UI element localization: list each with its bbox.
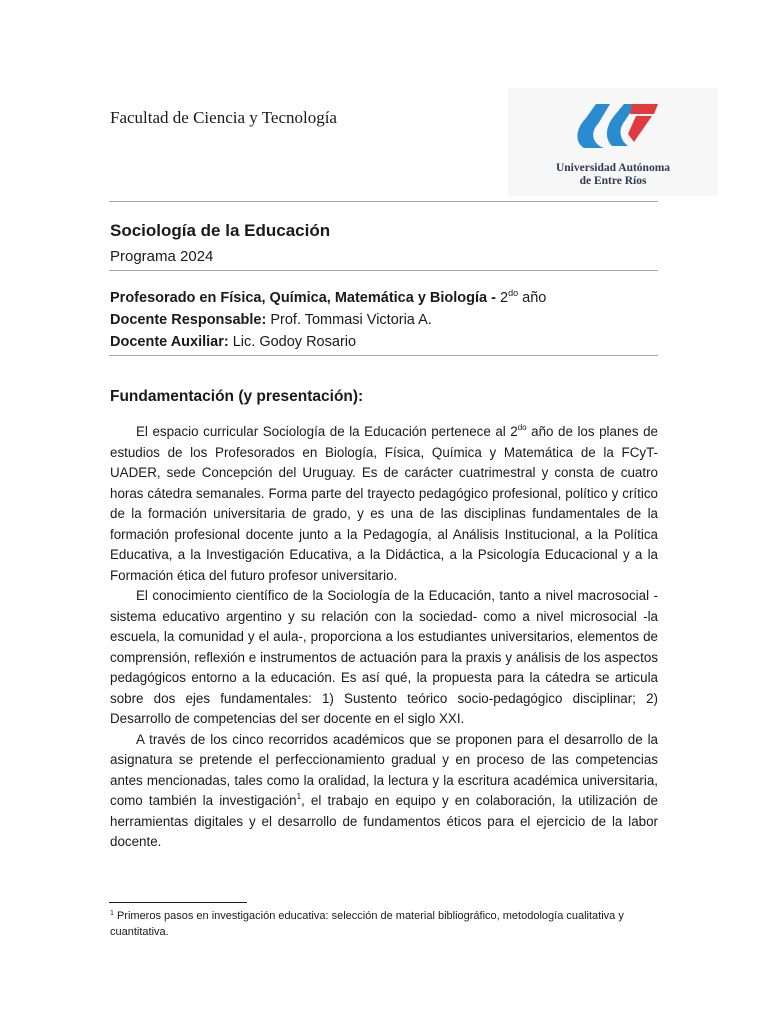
- logo-red-wedge: [628, 116, 652, 142]
- footnote-ref[interactable]: 1: [296, 792, 302, 801]
- paragraph-2: El conocimiento científico de la Sociología de la Educación, tanto a nivel macrosocial -sistema educativo argentino y su relación con la sociedad- como a nivel microsocial -la escuela, la comunidad y el aula-, proporciona a los estudiantes universitarios, elementos de comprensión, reflexión e instrumentos de actuación para la praxis y análisis de los aspectos pedagógicos entorno a la educación. Es así qué, la propuesta para la cátedra se articula sobre dos ejes fundamentales: 1) Sustento teórico socio-pedagógico disciplinar; 2) Desarrollo de competencias del ser docente en el siglo XXI.: [110, 588, 658, 726]
- program-year-sup: do: [508, 288, 519, 298]
- logo-red-bar: [630, 104, 658, 114]
- uader-logo-icon: [574, 102, 658, 154]
- section-body: [110, 422, 658, 853]
- divider-meta: [109, 355, 658, 356]
- divider-title: [109, 270, 658, 271]
- document-subtitle: Programa 2024: [110, 248, 214, 265]
- paragraph-1: [110, 422, 658, 586]
- paragraph-1-b: año de los planes de estudios de los Profesorados en Biología, Física, Química y Matemática de la FCyT-UADER, sede Concepción del Uruguay. Es de carácter cuatrimestral y consta de cuatro horas cátedra semanales. Forma parte del trayecto pedagógico profesional, político y crítico de la formación universitaria de grado, y es una de las disciplinas fundamentales de la formación profesional docente junto a la Pedagogía, al Análisis Institucional, a la Política Educativa, a la Investigación Educativa, a la Didáctica, a la Psicología Educacional y a la Formación ética del futuro profesor universitario.: [110, 424, 658, 583]
- program-line: [110, 290, 546, 306]
- document-title: Sociología de la Educación: [110, 221, 331, 240]
- responsible-label: Docente Responsable:: [110, 312, 267, 328]
- assistant-value: Lic. Godoy Rosario: [228, 334, 357, 350]
- responsible-value: Prof. Tommasi Victoria A.: [266, 312, 432, 328]
- logo-text-line2: de Entre Ríos: [579, 175, 647, 187]
- paragraph-1-sup: do: [517, 423, 527, 432]
- footnote-text: Primeros pasos en investigación educativa: selección de material bibliográfico, metodología cualitativa y cuantitativa.: [110, 910, 624, 938]
- responsible-line: [110, 312, 432, 328]
- assistant-line: [110, 334, 356, 350]
- faculty-name: Facultad de Ciencia y Tecnología: [110, 108, 337, 127]
- footnote: [110, 908, 658, 940]
- footnote-marker: 1: [110, 910, 114, 917]
- logo-blue-arc-left: [577, 104, 610, 148]
- footnote-separator: [109, 902, 247, 903]
- program-year-number: 2: [500, 290, 509, 306]
- assistant-label: Docente Auxiliar:: [110, 334, 229, 350]
- university-logo: [508, 88, 718, 196]
- paragraph-1-a: El espacio curricular Sociología de la Educación pertenece al 2: [136, 424, 518, 439]
- divider-top: [109, 201, 658, 202]
- paragraph-3-b: , el trabajo en equipo y en colaboración, la utilización de herramientas digitales y el desarrollo de fundamentos éticos para el ejercicio de la labor docente.: [110, 793, 658, 849]
- program-year-suffix: año: [518, 290, 547, 306]
- paragraph-3: [110, 730, 658, 853]
- paragraph-3-a: A través de los cinco recorridos académicos que se proponen para el desarrollo de la asignatura se pretende el perfeccionamiento gradual y en proceso de las competencias antes mencionadas, tales como la oralidad, la lectura y la escritura académica universitaria, como también la investigación: [110, 731, 658, 808]
- logo-text-line1: Universidad Autónoma: [555, 162, 671, 174]
- program-label: Profesorado en Física, Química, Matemática y Biología -: [110, 290, 496, 306]
- section-heading: Fundamentación (y presentación):: [110, 388, 364, 405]
